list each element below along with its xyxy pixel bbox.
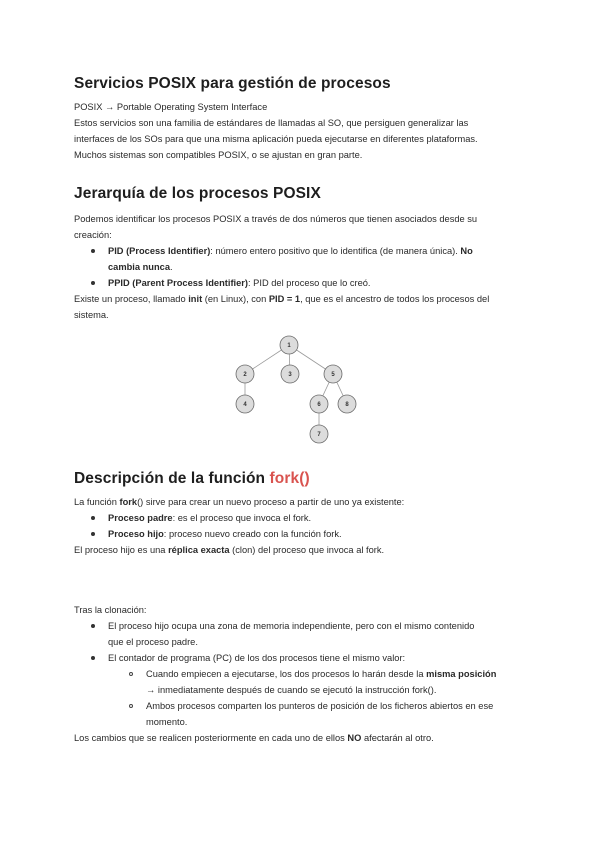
paragraph-line: sistema. (74, 310, 109, 320)
paragraph-line: Muchos sistemas son compatibles POSIX, o se ajustan en gran parte. (74, 150, 363, 160)
list-item-pid: PID (Process Identifier): número entero positivo que lo identifica (de manera única). No (108, 246, 473, 256)
paragraph-line: El proceso hijo es una réplica exacta (clon) del proceso que invoca al fork. (74, 545, 385, 555)
paragraph-line: interfaces de los SOs para que una misma aplicación pueda ejecutarse en diferentes plataformas. (74, 134, 478, 144)
sub-list-item-pointers-cont: momento. (146, 717, 188, 727)
tree-node-label: 1 (287, 343, 291, 349)
list-item-child: Proceso hijo: proceso nuevo creado con la función fork. (108, 529, 342, 539)
bullet-icon (91, 516, 95, 520)
paragraph-line: Tras la clonación: (74, 605, 147, 615)
list-item-memory: El proceso hijo ocupa una zona de memoria independiente, pero con el mismo contenido (108, 621, 475, 631)
section-title-posix: Servicios POSIX para gestión de procesos (74, 75, 391, 92)
process-tree-diagram (220, 330, 370, 448)
tree-edges (245, 345, 347, 434)
sub-bullet-icon (129, 672, 133, 676)
bullet-icon (91, 532, 95, 536)
paragraph-line: creación: (74, 230, 112, 240)
tree-node-label: 8 (345, 402, 349, 408)
tree-node-label: 5 (331, 372, 335, 378)
paragraph-line: La función fork() sirve para crear un nuevo proceso a partir de uno ya existente: (74, 497, 405, 507)
bullet-icon (91, 624, 95, 628)
tree-node-label: 7 (317, 432, 321, 438)
list-item-ppid: PPID (Parent Process Identifier): PID del proceso que lo creó. (108, 278, 371, 288)
sub-list-item-pointers: Ambos procesos comparten los punteros de posición de los ficheros abiertos en ese (146, 701, 494, 711)
paragraph-line: Existe un proceso, llamado init (en Linux), con PID = 1, que es el ancestro de todos los procesos del (74, 294, 490, 304)
sub-bullet-icon (129, 704, 133, 708)
sub-list-item-position: Cuando empiecen a ejecutarse, los dos procesos lo harán desde la misma posición (146, 669, 497, 679)
list-item-pid-cont: cambia nunca. (108, 262, 173, 272)
tree-node-label: 2 (243, 372, 247, 378)
tree-node-label: 4 (243, 402, 247, 408)
tree-node-label: 6 (317, 402, 321, 408)
list-item-memory-cont: que el proceso padre. (108, 637, 198, 647)
tree-node-label: 3 (288, 372, 292, 378)
list-item-parent: Proceso padre: es el proceso que invoca el fork. (108, 513, 312, 523)
bullet-icon (91, 656, 95, 660)
paragraph-line: POSIX → Portable Operating System Interface (74, 102, 268, 112)
section-title-fork: Descripción de la función fork() (74, 470, 310, 487)
sub-list-item-position-cont: → inmediatamente después de cuando se ejecutó la instrucción fork(). (146, 685, 437, 695)
paragraph-line: Podemos identificar los procesos POSIX a través de dos números que tienen asociados desde su (74, 214, 478, 224)
paragraph-line: Estos servicios son una familia de estándares de llamadas al SO, que persiguen generalizar las (74, 118, 469, 128)
section-title-hierarchy: Jerarquía de los procesos POSIX (74, 185, 321, 202)
paragraph-line: Los cambios que se realicen posteriormente en cada uno de ellos NO afectarán al otro. (74, 733, 434, 743)
bullet-icon (91, 249, 95, 253)
bullet-icon (91, 281, 95, 285)
list-item-pc: El contador de programa (PC) de los dos procesos tiene el mismo valor: (108, 653, 406, 663)
